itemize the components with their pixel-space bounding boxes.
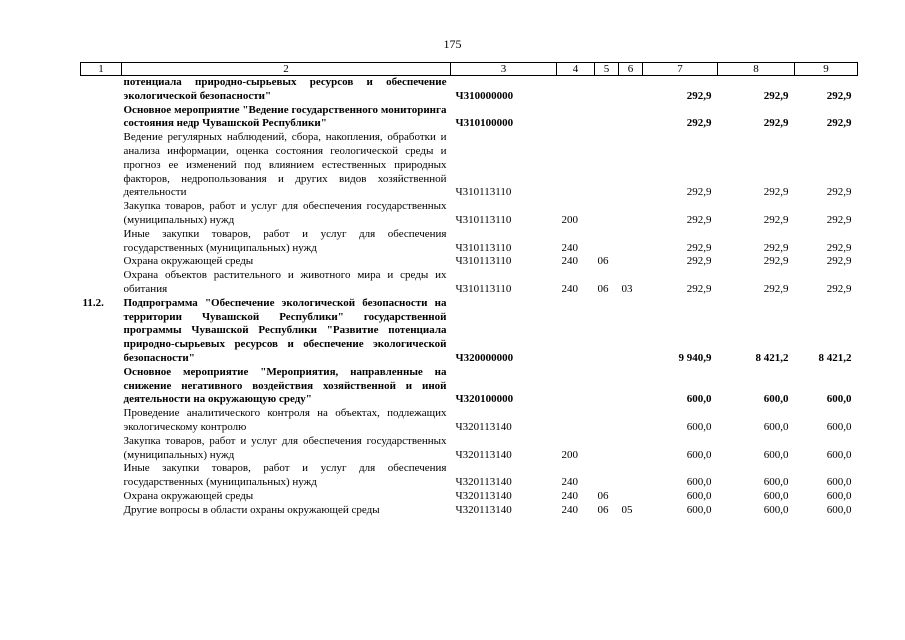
row-number-cell <box>81 104 122 132</box>
subsection-cell: 05 <box>621 503 633 516</box>
header-cell: 8 <box>718 63 795 76</box>
table-row <box>81 462 858 490</box>
subsection-cell <box>619 366 643 407</box>
amount-year-1-cell: 600,0 <box>686 489 712 502</box>
target-code-cell: Ч320113140 <box>455 420 512 433</box>
subsection-cell: 03 <box>621 282 633 295</box>
subsection-cell <box>619 228 643 256</box>
subsection-cell <box>619 104 643 132</box>
amount-year-2-cell: 292,9 <box>763 255 789 268</box>
item-name-cell: Закупка товаров, работ и услуг для обеспечения государственных (муниципальных) нужд <box>123 200 447 226</box>
table-row <box>81 435 858 463</box>
expense-type-cell <box>557 131 595 200</box>
item-name-cell: Охрана объектов растительного и животного мира и среды их обитания <box>123 269 447 295</box>
amount-year-2-cell: 292,9 <box>763 186 789 199</box>
row-number-cell <box>81 462 122 490</box>
amount-year-2-cell: 292,9 <box>763 213 789 226</box>
expense-type-cell <box>557 104 595 132</box>
table-row <box>81 297 858 366</box>
header-cell: 1 <box>81 63 122 76</box>
item-name-cell: Основное мероприятие "Ведение государственного мониторинга состояния недр Чувашской Республики" <box>123 103 447 130</box>
item-name-cell: Охрана окружающей среды <box>123 255 254 268</box>
target-code-cell: Ч320113140 <box>455 489 512 502</box>
section-cell <box>595 366 619 407</box>
amount-year-3-cell: 292,9 <box>826 117 852 130</box>
amount-year-2-cell: 600,0 <box>763 503 789 516</box>
amount-year-3-cell: 600,0 <box>826 489 852 502</box>
item-name-cell: Закупка товаров, работ и услуг для обеспечения государственных (муниципальных) нужд <box>123 434 447 461</box>
target-code-cell: Ч310113110 <box>455 186 512 199</box>
amount-year-2-cell: 292,9 <box>763 117 789 130</box>
expense-type-cell <box>557 366 595 407</box>
amount-year-1-cell: 600,0 <box>686 503 712 516</box>
section-cell <box>595 435 619 463</box>
subsection-cell <box>619 435 643 463</box>
table-row <box>81 131 858 200</box>
row-number-cell <box>81 269 122 297</box>
target-code-cell: Ч320000000 <box>455 351 514 364</box>
subsection-cell <box>619 462 643 490</box>
amount-year-1-cell: 600,0 <box>686 393 712 406</box>
row-number-cell <box>81 200 122 228</box>
amount-year-2-cell: 600,0 <box>763 476 789 489</box>
subsection-cell <box>619 297 643 366</box>
section-cell <box>595 407 619 435</box>
row-number-cell <box>81 228 122 256</box>
header-cell: 3 <box>451 63 557 76</box>
section-cell <box>595 462 619 490</box>
amount-year-3-cell: 600,0 <box>826 393 852 406</box>
target-code-cell: Ч320113140 <box>455 476 512 489</box>
amount-year-3-cell: 292,9 <box>826 89 852 102</box>
section-cell: 06 <box>597 255 609 268</box>
amount-year-1-cell: 9 940,9 <box>678 351 712 364</box>
header-cell: 4 <box>557 63 595 76</box>
amount-year-3-cell: 292,9 <box>826 255 852 268</box>
amount-year-1-cell: 600,0 <box>686 448 712 461</box>
item-name-cell: Основное мероприятие "Мероприятия, направленные на снижение негативного воздействия хозяйственной и иной деятельности на окружающую среду" <box>123 365 447 406</box>
subsection-cell <box>619 255 643 269</box>
amount-year-2-cell: 292,9 <box>763 241 789 254</box>
row-number-cell <box>81 255 122 269</box>
amount-year-1-cell: 600,0 <box>686 420 712 433</box>
amount-year-2-cell: 600,0 <box>763 393 789 406</box>
subsection-cell <box>619 407 643 435</box>
section-cell: 06 <box>597 503 609 516</box>
item-name-cell: Иные закупки товаров, работ и услуг для обеспечения государственных (муниципальных) нужд <box>123 462 447 489</box>
amount-year-2-cell: 600,0 <box>763 448 789 461</box>
section-cell: 06 <box>597 282 609 295</box>
amount-year-1-cell: 292,9 <box>686 117 712 130</box>
subsection-cell <box>619 490 643 504</box>
section-cell <box>595 104 619 132</box>
header-cell: 2 <box>122 63 451 76</box>
amount-year-3-cell: 292,9 <box>826 241 852 254</box>
row-number-cell <box>81 131 122 200</box>
table-row <box>81 200 858 228</box>
item-name-cell: Ведение регулярных наблюдений, сбора, накопления, обработки и анализа информации, оценка состояния геологической среды и прогноз ее изменений под влиянием естественных природных факторов, недропользования и других видов хозяйственной деятельности <box>123 131 447 199</box>
section-cell <box>595 297 619 366</box>
amount-year-3-cell: 600,0 <box>826 503 852 516</box>
target-code-cell: Ч310113110 <box>455 241 512 254</box>
row-number-cell <box>81 407 122 435</box>
expense-type-cell: 240 <box>561 282 578 295</box>
amount-year-1-cell: 292,9 <box>686 186 712 199</box>
header-row <box>81 63 858 76</box>
table-row <box>81 269 858 297</box>
amount-year-2-cell: 8 421,2 <box>755 351 789 364</box>
expense-type-cell: 240 <box>561 241 578 254</box>
amount-year-3-cell: 8 421,2 <box>818 351 852 364</box>
header-cell: 5 <box>595 63 619 76</box>
subsection-cell <box>619 131 643 200</box>
target-code-cell: Ч310100000 <box>455 117 514 130</box>
amount-year-1-cell: 292,9 <box>686 213 712 226</box>
item-name-cell: Иные закупки товаров, работ и услуг для обеспечения государственных (муниципальных) нужд <box>123 227 447 254</box>
item-name-cell: Проведение аналитического контроля на объектах, подлежащих экологическому контролю <box>123 407 447 433</box>
header-cell: 6 <box>619 63 643 76</box>
expense-type-cell: 240 <box>561 503 578 516</box>
amount-year-1-cell: 600,0 <box>686 476 712 489</box>
target-code-cell: Ч320100000 <box>455 393 514 406</box>
section-cell <box>595 131 619 200</box>
item-name-cell: Другие вопросы в области охраны окружающей среды <box>123 503 380 516</box>
amount-year-3-cell: 600,0 <box>826 448 852 461</box>
amount-year-1-cell: 292,9 <box>686 282 712 295</box>
amount-year-3-cell: 600,0 <box>826 476 852 489</box>
amount-year-3-cell: 292,9 <box>826 213 852 226</box>
amount-year-1-cell: 292,9 <box>686 255 712 268</box>
row-number-cell <box>81 504 122 518</box>
table-row <box>81 504 858 518</box>
amount-year-2-cell: 292,9 <box>763 89 789 102</box>
amount-year-3-cell: 600,0 <box>826 420 852 433</box>
page-number: 175 <box>443 37 462 51</box>
header-cell: 7 <box>643 63 718 76</box>
expense-type-cell <box>557 297 595 366</box>
row-number-cell <box>81 435 122 463</box>
expense-type-cell <box>557 407 595 435</box>
section-cell <box>595 76 619 104</box>
amount-year-2-cell: 600,0 <box>763 420 789 433</box>
table-row <box>81 407 858 435</box>
budget-table <box>80 62 858 518</box>
target-code-cell: Ч310113110 <box>455 213 512 226</box>
subsection-cell <box>619 200 643 228</box>
table-row <box>81 228 858 256</box>
amount-year-1-cell: 292,9 <box>686 89 712 102</box>
amount-year-3-cell: 292,9 <box>826 186 852 199</box>
target-code-cell: Ч310113110 <box>455 282 512 295</box>
subsection-cell <box>619 76 643 104</box>
amount-year-1-cell: 292,9 <box>686 241 712 254</box>
amount-year-2-cell: 600,0 <box>763 489 789 502</box>
expense-type-cell <box>557 76 595 104</box>
row-number-cell <box>81 490 122 504</box>
section-cell <box>595 228 619 256</box>
target-code-cell: Ч310000000 <box>455 89 514 102</box>
expense-type-cell: 200 <box>561 213 578 226</box>
row-number-cell <box>81 76 122 104</box>
row-number-cell: 11.2. <box>82 296 104 309</box>
expense-type-cell: 240 <box>561 489 578 502</box>
item-name-cell: Охрана окружающей среды <box>123 489 254 502</box>
table-row <box>81 255 858 269</box>
table-row <box>81 104 858 132</box>
target-code-cell: Ч320113140 <box>455 503 512 516</box>
expense-type-cell: 200 <box>561 448 578 461</box>
table-row <box>81 76 858 104</box>
expense-type-cell: 240 <box>561 255 578 268</box>
table-row <box>81 366 858 407</box>
target-code-cell: Ч310113110 <box>455 255 512 268</box>
expense-type-cell: 240 <box>561 476 578 489</box>
amount-year-2-cell: 292,9 <box>763 282 789 295</box>
item-name-cell: потенциала природно-сырьевых ресурсов и обеспечение экологической безопасности" <box>123 76 447 102</box>
table-row <box>81 490 858 504</box>
section-cell: 06 <box>597 489 609 502</box>
item-name-cell: Подпрограмма "Обеспечение экологической безопасности на территории Чувашской Республики" государственной программы Чувашской Республики "Развитие потенциала природно-сырьевых ресурсов и обеспечение экологической безопасности" <box>123 296 447 364</box>
row-number-cell <box>81 366 122 407</box>
amount-year-3-cell: 292,9 <box>826 282 852 295</box>
header-cell: 9 <box>795 63 858 76</box>
target-code-cell: Ч320113140 <box>455 448 512 461</box>
section-cell <box>595 200 619 228</box>
